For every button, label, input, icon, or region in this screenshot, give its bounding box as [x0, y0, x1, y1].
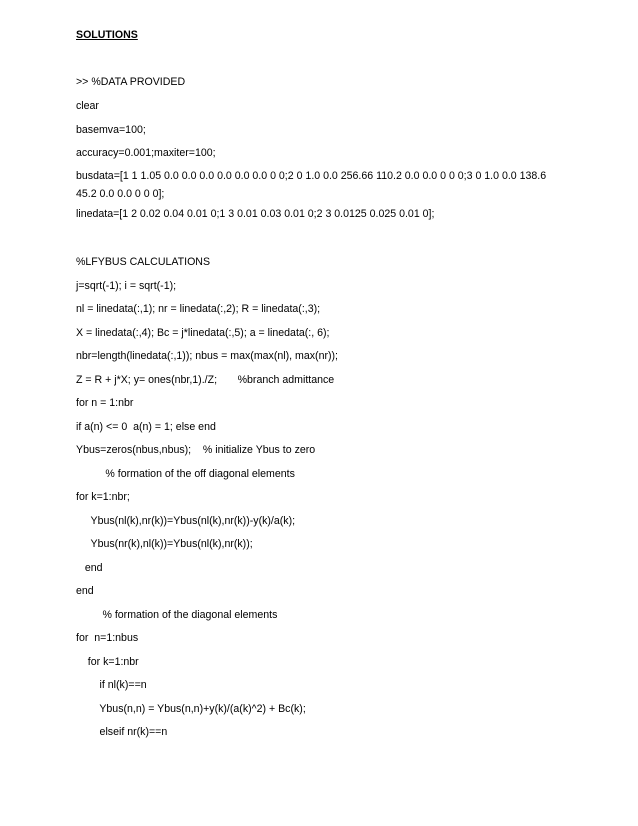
code-line: Ybus(nl(k),nr(k))=Ybus(nl(k),nr(k))-y(k)/a(k);	[76, 515, 296, 527]
code-line: nbr=length(linedata(:,1)); nbus = max(max(nl), max(nr));	[76, 350, 338, 362]
code-line: X = linedata(:,4); Bc = j*linedata(:,5); a = linedata(:, 6);	[76, 327, 330, 339]
code-line: if a(n) <= 0 a(n) = 1; else end	[76, 421, 216, 433]
code-line: % formation of the off diagonal elements	[76, 468, 295, 480]
code-line: for k=1:nbr;	[76, 491, 130, 503]
code-line: linedata=[1 2 0.02 0.04 0.01 0;1 3 0.01 0.03 0.01 0;2 3 0.0125 0.025 0.01 0];	[76, 208, 435, 220]
code-line: for n=1:nbus	[76, 632, 139, 644]
code-line: %LFYBUS CALCULATIONS	[76, 256, 211, 268]
code-line: end	[76, 562, 103, 574]
code-line: for k=1:nbr	[76, 656, 139, 668]
code-line: busdata=[1 1 1.05 0.0 0.0 0.0 0.0 0.0 0.0 0 0;2 0 1.0 0.0 256.66 110.2 0.0 0.0 0 0 0;3 0 1.0 0.0 138.6 45.2 0.0 0.0 0 0 0];	[76, 170, 547, 200]
code-line: Ybus(nr(k),nl(k))=Ybus(nl(k),nr(k));	[76, 538, 253, 550]
code-line: if nl(k)==n	[76, 679, 147, 691]
code-line: Ybus=zeros(nbus,nbus); % initialize Ybus to zero	[76, 444, 316, 456]
code-line: % formation of the diagonal elements	[76, 609, 278, 621]
code-line: accuracy=0.001;maxiter=100;	[76, 147, 216, 159]
solutions-heading: SOLUTIONS	[76, 29, 138, 41]
code-line: Ybus(n,n) = Ybus(n,n)+y(k)/(a(k)^2) + Bc(k);	[76, 703, 306, 715]
code-line: nl = linedata(:,1); nr = linedata(:,2); R = linedata(:,3);	[76, 303, 321, 315]
code-line: end	[76, 585, 94, 597]
code-line: basemva=100;	[76, 124, 146, 136]
code-line: elseif nr(k)==n	[76, 726, 168, 738]
code-line: for n = 1:nbr	[76, 397, 134, 409]
code-line: clear	[76, 100, 99, 112]
code-line: >> %DATA PROVIDED	[76, 76, 186, 88]
code-line: j=sqrt(-1); i = sqrt(-1);	[76, 280, 177, 292]
code-line: Z = R + j*X; y= ones(nbr,1)./Z; %branch admittance	[76, 374, 335, 386]
